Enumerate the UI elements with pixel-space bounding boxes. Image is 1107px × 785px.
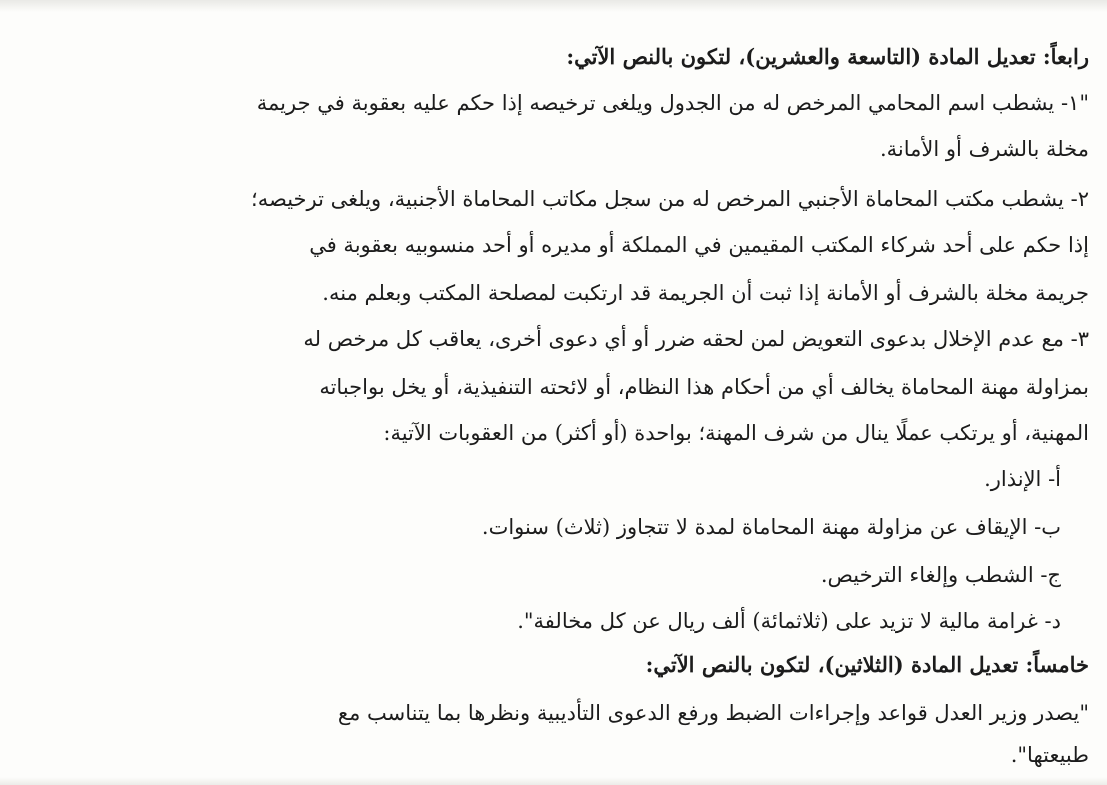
list-item: ب- الإيقاف عن مزاولة مهنة المحاماة لمدة لا تتجاوز (ثلاث) سنوات. [481, 515, 1061, 539]
page-bottom-shadow [0, 777, 1107, 785]
paragraph-line: بمزاولة مهنة المحاماة يخالف أي من أحكام هذا النظام، أو لائحته التنفيذية، أو يخل بواجباته [319, 375, 1089, 399]
list-item: د- غرامة مالية لا تزيد على (ثلاثمائة) ألف ريال عن كل مخالفة". [517, 609, 1061, 633]
paragraph-line: طبيعتها". [1010, 743, 1089, 767]
list-item: ج- الشطب وإلغاء الترخيص. [820, 563, 1061, 587]
paragraph-line: ٣- مع عدم الإخلال بدعوى التعويض لمن لحقه ضرر أو أي دعوى أخرى، يعاقب كل مرخص له [303, 327, 1089, 351]
paragraph-line: جريمة مخلة بالشرف أو الأمانة إذا ثبت أن الجريمة قد ارتكبت لمصلحة المكتب وبعلم منه. [322, 281, 1089, 305]
paragraph-line: المهنية، أو يرتكب عملًا ينال من شرف المهنة؛ بواحدة (أو أكثر) من العقوبات الآتية: [383, 421, 1089, 445]
paragraph-line: ٢- يشطب مكتب المحاماة الأجنبي المرخص له من سجل مكاتب المحاماة الأجنبية، ويلغى ترخيصه؛ [251, 187, 1089, 211]
paragraph-line: "يصدر وزير العدل قواعد وإجراءات الضبط ورفع الدعوى التأديبية ونظرها بما يتناسب مع [337, 701, 1089, 725]
paragraph-line: "١- يشطب اسم المحامي المرخص له من الجدول ويلغى ترخيصه إذا حكم عليه بعقوبة في جريمة [256, 91, 1089, 115]
heading-fourth-amendment: رابعاً: تعديل المادة (التاسعة والعشرين)، لتكون بالنص الآتي: [566, 44, 1089, 69]
list-item: أ- الإنذار. [984, 467, 1061, 491]
heading-fifth-amendment: خامساً: تعديل المادة (الثلاثين)، لتكون بالنص الآتي: [645, 652, 1089, 677]
paragraph-line: إذا حكم على أحد شركاء المكتب المقيمين في المملكة أو مديره أو أحد منسوبيه بعقوبة في [309, 233, 1089, 257]
page-top-shadow [0, 0, 1107, 12]
paragraph-line: مخلة بالشرف أو الأمانة. [880, 137, 1089, 161]
